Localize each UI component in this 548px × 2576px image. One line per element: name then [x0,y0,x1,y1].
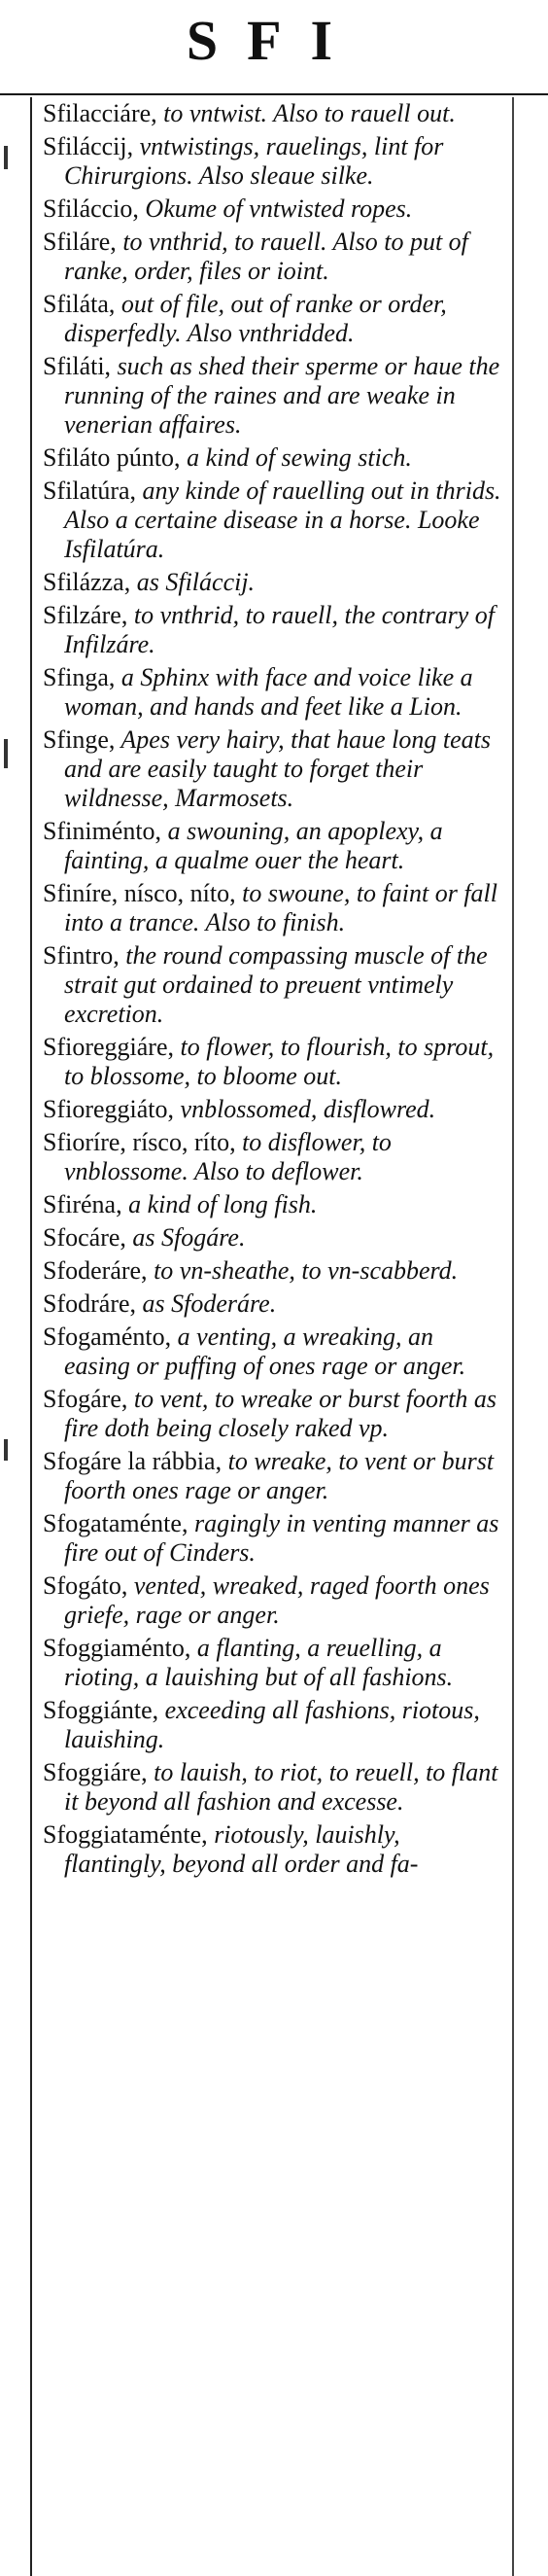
dictionary-entry [43,290,503,348]
dictionary-entry [43,1323,503,1381]
margin-mark [4,1439,8,1461]
entry-headword: Sfoggiaménto, [43,1634,191,1662]
dictionary-entry [43,99,503,128]
entry-definition: to disflower, to vnblossome. Also to deflower. [64,1128,392,1185]
running-head: SFI [186,9,362,72]
dictionary-entry [43,1289,503,1319]
dictionary-entry [43,1033,503,1091]
entry-definition: vntwistings, rauelings, lint for Chirurgions. Also sleaue silke. [64,132,444,190]
entry-headword: Sfogataménte, [43,1509,188,1537]
dictionary-entry [43,941,503,1029]
entry-headword: Sfioríre, rísco, ríto, [43,1128,236,1156]
entry-definition: a swouning, an apoplexy, a fainting, a qualme ouer the heart. [64,817,443,874]
dictionary-entry [43,1095,503,1124]
entry-headword: Sfoggiánte, [43,1696,159,1724]
entry-definition: as Sfiláccij. [130,568,256,596]
entry-definition: the round compassing muscle of the strait gut ordained to preuent vntimely excretion. [64,941,488,1028]
entry-definition: a flanting, a reuelling, a rioting, a lauishing but of all fashions. [64,1634,454,1691]
dictionary-entry [43,1820,503,1879]
dictionary-entry [43,1256,503,1286]
entry-definition: Apes very hairy, that haue long teats and are easily taught to forget their wildnesse, Marmosets. [64,725,491,812]
entry-headword: Sfiréna, [43,1190,122,1218]
entry-definition: any kinde of rauelling out in thrids. Also a certaine disease in a horse. Looke Isfilatúra. [64,476,501,563]
dictionary-entry [43,1509,503,1568]
entry-definition: Okume of vntwisted ropes. [138,194,413,223]
entry-definition: to vnthrid, to rauell. Also to put of ranke, order, files or ioint. [64,228,468,285]
entry-definition: as Sfogáre. [125,1223,246,1252]
entry-headword: Sfiláccij, [43,132,134,160]
entry-definition: as Sfoderáre. [136,1289,277,1318]
dictionary-entry [43,601,503,659]
dictionary-entry [43,228,503,286]
entry-definition: riotously, lauishly, flantingly, beyond all order and fa- [64,1820,419,1878]
entry-headword: Sfiníre, nísco, níto, [43,879,236,907]
margin-mark [4,146,8,169]
entry-definition: to vn-sheathe, to vn-scabberd. [147,1256,459,1285]
dictionary-entry [43,1758,503,1817]
entry-headword: Sfiniménto, [43,817,162,845]
entry-headword: Sfiláti, [43,352,112,380]
entry-headword: Sfogáto, [43,1571,128,1600]
dictionary-entry [43,568,503,597]
dictionary-entry [43,476,503,564]
entry-definition: exceeding all fashions, riotous, lauishing. [64,1696,480,1753]
entry-headword: Sfocáre, [43,1223,126,1252]
entry-definition: to vnthrid, to rauell, the contrary of Infilzáre. [64,601,496,658]
entry-headword: Sfiláto púnto, [43,443,181,472]
entry-headword: Sfoderáre, [43,1256,148,1285]
entry-definition: a Sphinx with face and voice like a woman, and hands and feet like a Lion. [64,663,473,721]
entry-headword: Sfogaménto, [43,1323,172,1351]
dictionary-entry [43,1634,503,1692]
entry-definition: to flower, to flourish, to sprout, to blossome, to bloome out. [64,1033,495,1090]
entry-definition: vented, wreaked, raged foorth ones griefe, rage or anger. [64,1571,490,1629]
entry-headword: Sfilzáre, [43,601,128,629]
dictionary-entry [43,1696,503,1754]
column-rule-left [30,97,32,2576]
entry-headword: Sfinge, [43,725,116,754]
entry-headword: Sfogáre, [43,1385,128,1413]
dictionary-entry [43,1223,503,1253]
dictionary-entry [43,663,503,722]
dictionary-entry [43,194,503,224]
entry-headword: Sfiláccio, [43,194,139,223]
dictionary-entry [43,443,503,473]
dictionary-entry [43,725,503,813]
dictionary-entry [43,132,503,191]
dictionary-entry [43,879,503,937]
entry-definition: to vntwist. Also to rauell out. [156,99,456,127]
entry-definition: ragingly in venting manner as fire out of Cinders. [64,1509,499,1567]
dictionary-column [43,99,503,1883]
entry-headword: Sfilacciáre, [43,99,157,127]
dictionary-entry [43,1385,503,1443]
entry-definition: to wreake, to vent or burst foorth ones rage or anger. [64,1447,495,1504]
entry-headword: Sfioreggiáre, [43,1033,175,1061]
entry-headword: Sfilatúra, [43,476,137,505]
dictionary-entry [43,1128,503,1186]
dictionary-entry [43,352,503,440]
entry-headword: Sfioreggiáto, [43,1095,175,1123]
page-header [0,0,548,93]
dictionary-entry [43,1190,503,1219]
entry-headword: Sfogáre la rábbia, [43,1447,223,1475]
entry-headword: Sfilázza, [43,568,131,596]
entry-definition: to vent, to wreake or burst foorth as fire doth being closely raked vp. [64,1385,497,1442]
margin-mark [4,739,8,768]
entry-definition: a kind of long fish. [121,1190,318,1218]
entry-headword: Sfintro, [43,941,120,970]
column-rule-right [512,97,514,2576]
entry-headword: Sfoggiáre, [43,1758,148,1786]
entry-definition: a venting, a wreaking, an easing or puffing of ones rage or anger. [64,1323,466,1380]
entry-definition: to lauish, to riot, to reuell, to flant it beyond all fashion and excesse. [64,1758,498,1816]
entry-headword: Sfodráre, [43,1289,137,1318]
entry-headword: Sfinga, [43,663,116,691]
entry-headword: Sfiláta, [43,290,116,318]
entry-headword: Sfoggiataménte, [43,1820,208,1849]
dictionary-entry [43,1571,503,1630]
dictionary-entry [43,817,503,875]
header-rule [0,93,548,95]
entry-definition: to swoune, to faint or fall into a trance. Also to finish. [64,879,498,936]
entry-definition: vnblossomed, disflowred. [174,1095,436,1123]
dictionary-entry [43,1447,503,1505]
entry-headword: Sfiláre, [43,228,117,256]
entry-definition: out of file, out of ranke or order, disperfedly. Also vnthridded. [64,290,447,347]
entry-definition: such as shed their sperme or haue the running of the raines and are weake in venerian affaires. [64,352,500,439]
entry-definition: a kind of sewing stich. [180,443,412,472]
